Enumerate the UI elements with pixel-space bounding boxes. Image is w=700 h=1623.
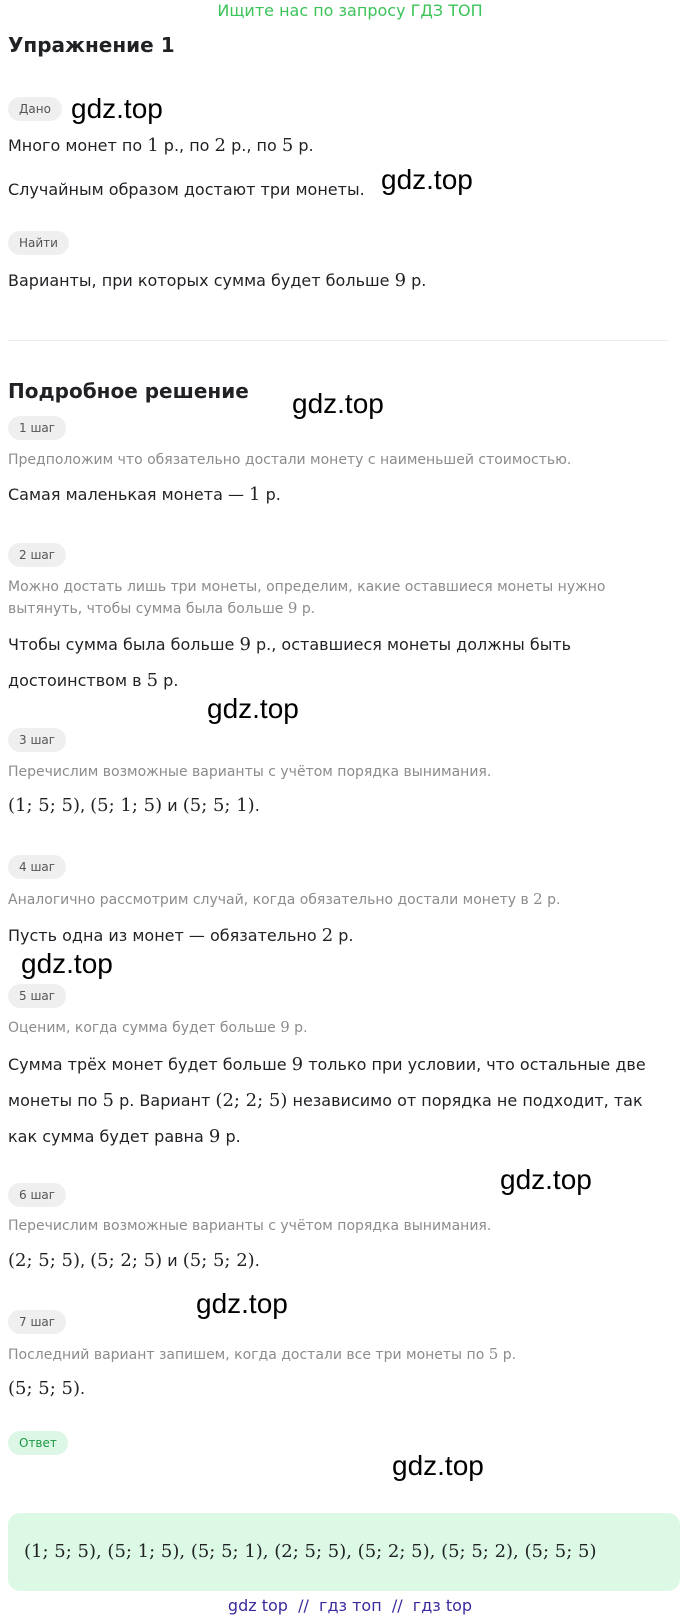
step-5-text: Сумма трёх монет будет больше 9 только при условии, что остальные две монеты по 5 р. Вариант (2; 2; 5) независимо от порядка не подходит, так как сумма будет равна 9 р. (8, 1054, 646, 1147)
exercise-title: Упражнение 1 (8, 33, 175, 57)
watermark: gdz.top (207, 693, 299, 724)
footer-links[interactable]: gdz top // гдз топ // гдз top (227, 1596, 473, 1615)
step-2-text: Чтобы сумма была больше 9 р., оставшиеся монеты должны быть достоинством в 5 р. (8, 634, 572, 691)
watermark: gdz.top (500, 1164, 592, 1195)
step-2-chip: 2 шаг (8, 543, 66, 567)
top-search-link[interactable]: Ищите нас по запросу ГДЗ ТОП (217, 1, 483, 20)
step-4-text: Пусть одна из монет — обязательно 2 р. (8, 925, 354, 946)
step-2-hint: Можно достать лишь три монеты, определим, какие оставшиеся монеты нужно вытянуть, чтобы сумма была больше 9 р. (8, 579, 606, 617)
step-1-hint: Предположим что обязательно достали монету с наименьшей стоимостью. (8, 452, 572, 468)
watermark: gdz.top (196, 1288, 288, 1319)
step-4-chip: 4 шаг (8, 855, 66, 879)
given-chip: Дано (8, 97, 62, 121)
step-5-chip: 5 шаг (8, 984, 66, 1008)
given-line-2: Случайным образом достают три монеты. (8, 180, 365, 199)
step-3-text: (1; 5; 5), (5; 1; 5) и (5; 5; 1). (8, 795, 260, 816)
step-6-hint: Перечислим возможные варианты с учётом порядка вынимания. (8, 1218, 492, 1234)
step-6-chip: 6 шаг (8, 1183, 66, 1207)
watermark: gdz.top (292, 388, 384, 419)
watermark: gdz.top (381, 164, 473, 195)
step-3-chip: 3 шаг (8, 728, 66, 752)
given-line-1: Много монет по 1 р., по 2 р., по 5 р. (8, 135, 314, 156)
find-text: Варианты, при которых сумма будет больше 9 р. (8, 270, 427, 291)
step-7-chip: 7 шаг (8, 1310, 66, 1334)
step-6-text: (2; 5; 5), (5; 2; 5) и (5; 5; 2). (8, 1250, 260, 1271)
watermark: gdz.top (392, 1450, 484, 1481)
answer-chip: Ответ (8, 1431, 68, 1455)
watermark: gdz.top (71, 93, 163, 124)
step-3-hint: Перечислим возможные варианты с учётом порядка вынимания. (8, 764, 492, 780)
find-chip: Найти (8, 231, 69, 255)
step-1-text: Самая маленькая монета — 1 р. (8, 484, 281, 505)
step-7-hint: Последний вариант запишем, когда достали все три монеты по 5 р. (8, 1345, 517, 1363)
solution-title: Подробное решение (8, 379, 249, 403)
step-7-text: (5; 5; 5). (8, 1378, 86, 1399)
watermark: gdz.top (21, 948, 113, 979)
section-divider (8, 340, 668, 341)
answer-text: (1; 5; 5), (5; 1; 5), (5; 5; 1), (2; 5; 5), (5; 2; 5), (5; 5; 2), (5; 5; 5) (24, 1541, 597, 1562)
step-4-hint: Аналогично рассмотрим случай, когда обязательно достали монету в 2 р. (8, 890, 561, 908)
step-5-hint: Оценим, когда сумма будет больше 9 р. (8, 1018, 308, 1036)
step-1-chip: 1 шаг (8, 416, 66, 440)
